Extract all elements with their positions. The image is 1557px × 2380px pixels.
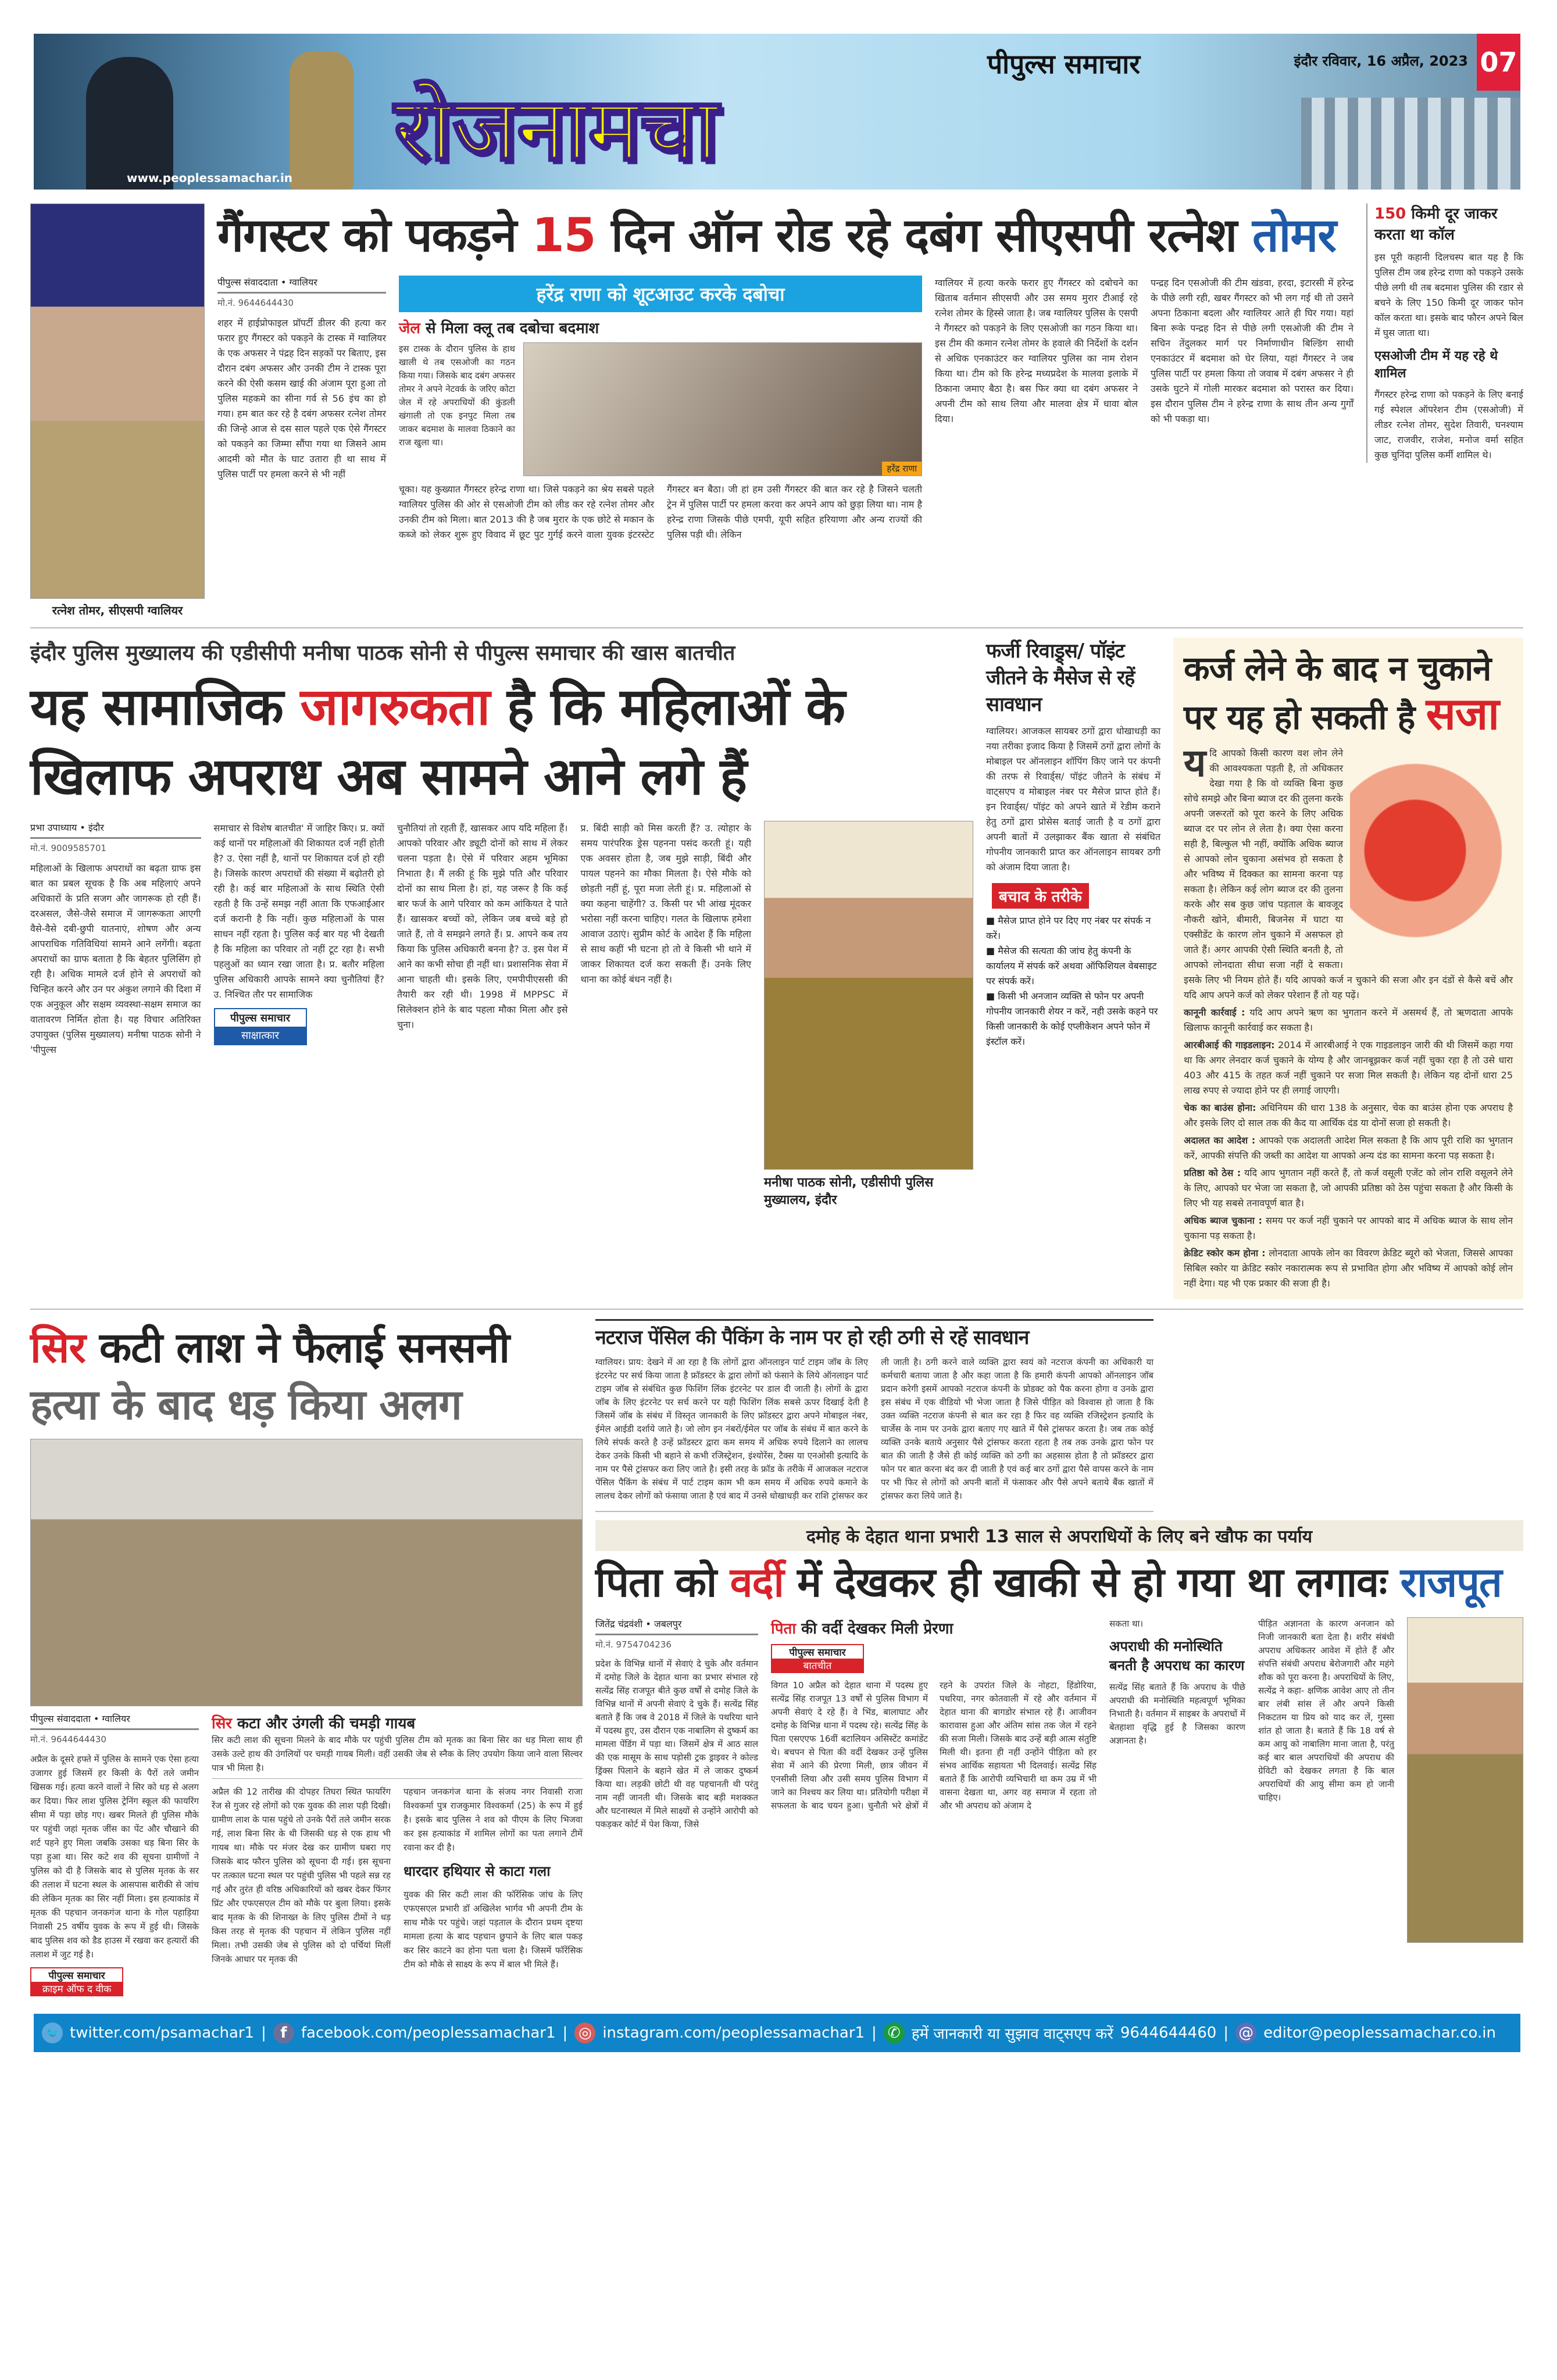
murder-headline-line1 <box>30 1319 583 1376</box>
badge-top: पीपुल्स समाचार <box>48 1970 105 1982</box>
badge-bottom: क्राइम ऑफ द वीक <box>31 1982 122 1995</box>
headline-highlight: राजपूत <box>1400 1559 1502 1606</box>
loan-point-label: अधिक ब्याज चुकाना : <box>1184 1215 1262 1226</box>
natraj-col2: ली जाती है। ठगी करने वाले व्यक्ति द्वारा स्वयं को नटराज कंपनी का अधिकारी या कर्मचारी बताया जाता है और कहा जाता है कि हमारी कंपनी आपको ऑनलाइन जॉब प्रदान करेगी इसमें आपको नटराज कंपनी के प्रोडक्ट को पैक करना होगा व उनके द्वारा इस संबंध में एक वीडियो भी भेजा जाता है जिसे पीड़ित को विश्वास हो जाता है कि उक्त व्यक्ति नटराज कंपनी से बात कर रहा है फिर वह व्यक्ति रजिस्ट्रेशन इत्यादि के चार्जेस के नाम पर उनके द्वारा बताए गए खाते में पैसे ट्रांसफर करता है। जब तक कोई व्यक्ति उनके बताये अनुसार पैसे ट्रांसफर करता रहता है तब तक उनके द्वारा फोन पर बात की जाती है जैसे ही कोई व्यक्ति को ठगी का अहसास होता है तो फ्रॉडस्टर द्वारा फोन पर बात करना बंद कर दी जाती है एवं कई बार ठगों द्वारा पैसे वापस करने के नाम पर भी फिर से लोगों को अपनी बातों में फंसाकर और पैसे अपने बताये बैंक खातों में ट्रांसफर करा लिये जाते है। <box>881 1357 1154 1501</box>
subhead-highlight: जेल <box>399 320 420 337</box>
dumka-col3-block <box>1109 1617 1245 1748</box>
tip-item: ■ मैसेज प्राप्त होने पर दिए गए नंबर पर संपर्क न करें। <box>986 915 1151 941</box>
tip-text: किसी भी अनजान व्यक्ति से फोन पर अपनी गोपनीय जानकारी शेयर न करें, नही उसके कहने पर किसी जानकारी के कोई एप्लीकेशन अपने फोन में इंस्टॉल करें। <box>986 991 1158 1047</box>
subhead-highlight: पिता <box>771 1620 797 1638</box>
subhead-text: की वर्दी देखकर मिली प्रेरणा <box>801 1620 954 1638</box>
loan-intro-text: दि आपको किसी कारण वश लोन लेने की आवश्यकता पड़ती है, तो अधिकतर देखा गया है कि वो व्यक्ति बिना कुछ सोचे समझे और बिना ब्याज दर की तुलना करके अपनी जरूरतों को पूरा करने के लिए अधिक ब्याज दर पर लोन ले लेता है। क्या ऐसा करना सही है, बिल्कुल भी नहीं, क्योंकि अधिक ब्याज से आपको लोन चुकाना असंभव हो सकता है और भविष्य में दिक्कत का सामना करना पड़ सकता है। लेकिन कई लोग ब्याज दर की तुलना करके और सब कुछ जांच पड़ताल के बावजूद नौकरी खोने, बीमारी, बिजनेस में घाटा या एक्सीडेंट के कारण लोन चुकाने में असफल हो जाते हैं। अगर आपकी ऐसी स्थिति बनती है, तो आपको लोनदाता सीधा सजा नहीं दे सकता। इसके लिए भी नियम होते हैं। यदि आपको कर्ज न चुकाने की सजा और इन दंडों से कैसे बचें और यदि आप अपने कर्ज को लेकर परेशान हैं तो यह पढ़ें। <box>1184 748 1513 1000</box>
story2-byline-block <box>30 821 201 1057</box>
murder-subhead2: धारदार हथियार से काटा गला <box>403 1863 551 1879</box>
jail-bars-image <box>1301 98 1520 190</box>
murder-col3b: युवक की सिर कटी लाश की फॉरेंसिक जांच के लिए एफएसएल प्रभारी डॉ अखिलेश भार्गव भी अपनी टीम के साथ मौके पर पहुंचे। जहां पड़ताल के दौरान प्रथम दृष्टया मामला हत्या के बाद पहचान छुपाने के लिए बाल पकड़ कर सिर काटने का होना पता चला है। जिसमें फॉरेंसिक टीम को मौके से साक्ष्य के रूप में बाल भी मिले हैं। <box>403 1889 583 1970</box>
murder-subhead <box>212 1712 583 1733</box>
adcp-caption: मनीषा पाठक सोनी, एडीसीपी पुलिस मुख्यालय, इंदौर <box>764 1175 934 1207</box>
sidebar-text: इस पूरी कहानी दिलचस्प बात यह है कि पुलिस टीम जब हरेन्द्र राणा को पकड़ने उसके पीछे लगी थी तब बदमाश पुलिस की रडार से बचने के लिए 150 किमी दूर जाकर फोन कॉल करता था। इसके बाद फौरन अपने बिल में घुस जाता था। <box>1374 252 1523 338</box>
mobile-number: मो.नं. 9644644430 <box>30 1734 106 1745</box>
story1-subhead <box>399 317 922 338</box>
page-number: 07 <box>1477 34 1520 91</box>
headline-part: यह सामाजिक <box>30 677 283 737</box>
sidebar-title-text: किमी दूर जाकर करता था कॉल <box>1374 205 1498 244</box>
murder-col2: अप्रैल की 12 तारीख की दोपहर तिघरा स्थित फायरिंग रेंज से गुजर रहे लोगों को एक युवक की लाश पड़ी दिखी। ग्रामीण लाश के पास पहुंचे तो उनके पैरों तले जमीन सरक गई, लाश बिना सिर के थी जिसकी धड़ से एक हाथ भी गायब था। मौके पर मंजर देख कर ग्रामीण घबरा गए जिसके बाद फौरन पुलिस को सूचना दी गई। इस सूचना पर तत्काल घटना स्थल पर पहुंची पुलिस भी पहले सन्न रह गई और तुरंत ही वरिष्ठ अधिकारियों को खबर देकर फिंगर प्रिंट और एफएसएल टीम को मौके पर बुला लिया। इसके बाद मृतक के की शिनाख्त के लिए पुलिस टीमों ने धड़ किस तरह से मृतक की पहचान में लेकिन पुलिस नहीं मिला। तभी उसकी जेब से पुलिस को दो पर्चियां मिलीं जिनके आधार पर मृतक की <box>212 1786 391 1964</box>
story1 <box>30 203 1523 628</box>
loan-point-label: आरबीआई की गाइडलाइन: <box>1184 1039 1275 1050</box>
headline-part: कटी लाश ने फैलाई सनसनी <box>99 1323 509 1372</box>
tip-item: ■ किसी भी अनजान व्यक्ति से फोन पर अपनी गोपनीय जानकारी शेयर न करें, नही उसके कहने पर किसी जानकारी के कोई एप्लीकेशन अपने फोन में इंस्टॉल करें। <box>986 991 1158 1047</box>
dumka-kicker: दमोह के देहात थाना प्रभारी 13 साल से अपराधियों के लिए बने खौफ का पर्याय <box>595 1520 1523 1551</box>
loan-point <box>1184 1246 1513 1291</box>
hooded-figure-image <box>86 57 173 190</box>
bottom-band <box>30 1319 1523 2002</box>
murder-col1: अप्रैल के दूसरे हफ्ते में पुलिस के सामने एक ऐसा हत्या उजागर हुई जिसमें हर किसी के पैरों तले जमीन खिसक गई। हत्या करने वालों ने सिर को धड़ से अलग कर दिया। फिर लाश पुलिस ट्रेनिंग स्कूल की फायरिंग सीमा में पड़ा छोड़ गए। खबर मिलते ही पुलिस मौके पर पहुंची जहां मृतक जींस का पेंट और चौखाने की शर्ट पहने हुए मिला जबकि उसका धड़ बिना सिर के पड़ा हुआ था। सिर कटे शव की सूचना ग्रामीणों ने पुलिस को दी है जिसके बाद से पुलिस मृतक के सर की तलाश में घटना स्थल के आसपास बारीकी से जांच की लेकिन मृतक का सिर नहीं मिला। इस हत्याकांड में मृतक की पहचान जनकगंज थाना के गोल पहाड़िया निवासी 25 वर्षीय युवक के रूप में हुई थी। जिसके बाद पुलिस शव को डैड हाउस में रखवा कर हत्यारों की तलाश में जुट गई है। <box>30 1754 199 1960</box>
dumka-subhead <box>771 1617 1097 1638</box>
mobile-number: मो.नं. 9754704236 <box>595 1639 672 1650</box>
dumka-col3b: सत्येंद्र सिंह बताते हैं कि अपराध के पीछे अपराधी की मनोस्थिति महत्वपूर्ण भूमिका निभाती है। वर्तमान में साइबर के अपराधों में बेतहाशा वृद्धि हुई है जिसका कारण अज्ञानता है। <box>1109 1682 1245 1746</box>
dumka-story <box>595 1520 1523 1943</box>
fake-rewards-column <box>986 638 1160 1049</box>
twitter-link[interactable]: twitter.com/psamachar1 <box>70 2024 255 2042</box>
dumka-subhead2: अपराधी की मनोस्थिति बनती है अपराध का कारण <box>1109 1638 1245 1674</box>
sidebar-title-number: 150 <box>1374 205 1406 223</box>
loan-point-text: 2014 में आरबीआई ने एक गाइडलाइन जारी की थी जिसमें कहा गया था कि अगर लेनदार कर्ज चुकाने के योग्य है और जानबूझकर कर्ज नहीं चुका रहा है तो उसे धारा 403 और 415 के तहत कर्ज नहीं चुकाने पर सजा मिल सकती है। लेकिन यह दोनों धारा 25 लाख रुपए से ज्यादा होने पर ही लगाई जाएगी। <box>1184 1039 1513 1096</box>
loan-headline <box>1184 646 1513 740</box>
loan-point <box>1184 1038 1513 1098</box>
dumka-col2-block <box>771 1617 1097 1813</box>
inspector-photo <box>1407 1617 1523 1943</box>
dumka-headline <box>595 1554 1523 1610</box>
mobile-number: मो.नं. 9644644430 <box>217 298 294 308</box>
fake-rewards-text: ग्वालियर। आजकल सायबर ठगों द्वारा धोखाधड़ी का नया तरीका इजाद किया है जिसमें ठगों द्वारा लोगों के मोबाइल पर ऑनलाइन शॉपिंग किए जाने पर कंपनी की तरफ से रिवार्ड्स/ पॉइंट जीतने के संबंध में वाट्सएप व मोबाइल नंबर पर मैसेज प्राप्त होते हैं। इन रिवार्ड्स/ पॉइंट को अपने खाते में रेडीम कराने हेतु ठगों द्वारा प्रोसेस बताई जाती है व ठगों द्वारा अपनी बातों में उलझाकर बैंक खाता से संबंधित गोपनीय जानकारी प्राप्त कर ऑनलाइन सायबर ठगी को अंजाम दिया जाता है। <box>986 726 1160 873</box>
murder-byline-block <box>30 1712 199 2002</box>
right-bottom <box>595 1319 1523 1943</box>
headline-highlight: सजा <box>1426 688 1499 739</box>
loan-point-text: लोनदाता आपके लोन का विवरण क्रेडिट ब्यूरो को भेजता, जिससे आपका सिबिल स्कोर या क्रेडिट स्कोर नकारात्मक रूप से प्रभावित होगा और भविष्य में आपको कोई लोन नहीं देगा। यह भी एक प्रकार की सजा ही है। <box>1184 1248 1513 1289</box>
tip-item: ■ मैसेज की सत्यता की जांच हेतु कंपनी के कार्यालय में संपर्क करें अथवा ऑफिशियल वेबसाइट पर संपर्क करें। <box>986 945 1157 987</box>
dumka-byline-block <box>595 1617 758 1831</box>
murder-headline <box>30 1319 583 1433</box>
loan-point-label: क्रेडिट स्कोर कम होना : <box>1184 1248 1266 1259</box>
murder-subbox <box>212 1712 583 1779</box>
murder-sub-text: सिर कटी लाश की सूचना मिलने के बाद मौके पर पहुंची पुलिस टीम को मृतक का बिना सिर का धड़ मिला साथ ही उसके उल्टे हाथ की उंगलियों पर चमड़ी गायब मिली। वहीं उसकी जेब से स्नैक के लिए उपयोग किया जाने वाला सिल्वर पात्र भी मिला है। <box>212 1733 583 1779</box>
policeman-image <box>290 51 353 190</box>
story1-col4: पन्द्रह दिन एसओजी की टीम खंडवा, हरदा, इटारसी में हरेन्द्र के पीछे लगी रही, खबर गैंगस्टर को भी लग गई थी तो उसने अपना ठिकाना बदला और ग्वालियर आते ही घिर गया। यहां बिना रूके पन्द्रह दिन से पीछे लगी एसओजी की टीम ने सचिन तेंदुलकर मार्ग पर निर्माणाधीन बिल्डिंग साथी एनकाउंटर में बदमाश को घेर लिया, यहां गैंगस्टर ने जब पुलिस पार्टी पर हमला किया तो जवाब में दबंग अफसर ने ही उसके घुटने में गोली मारकर बदमाश को परास्त कर दिया। इस दौरान पुलिस टीम ने हरेन्द्र राणा के साथ तीन अन्य गुर्गों को भी पकड़ा था। <box>1151 277 1354 424</box>
headline-part: में देखकर ही खाकी से हो गया था लगावः <box>797 1559 1387 1606</box>
whatsapp-number[interactable]: 9644644460 <box>1120 2024 1217 2042</box>
crime-badge <box>30 1967 123 1996</box>
byline: प्रभा उपाध्याय • इंदौर <box>30 821 201 839</box>
officer-photo <box>30 203 205 599</box>
subhead-text: से मिला क्लू तब दबोचा बदमाश <box>425 320 599 337</box>
headline-part: पिता को <box>595 1559 717 1606</box>
whatsapp-text: हमें जानकारी या सुझाव वाट्सएप करें <box>911 2025 1113 2043</box>
section-title: रोजनामचा <box>394 79 719 180</box>
loan-point-text: यदि आप भुगतान नहीं करते हैं, तो कर्ज वसूली एजेंट को लोन राशि वसूलने लेने के लिए, आपको घर भेजा जा सकता है, जो आपकी प्रतिष्ठा को ठेस पहुंचा सकता है और किसी के लिए भी यह सबसे तनावपूर्ण बात है। <box>1184 1167 1513 1209</box>
loan-point <box>1184 1166 1513 1211</box>
story2-col4: प्र. बिंदी साड़ी को मिस करती हैं? उ. त्योहार के समय पारंपरिक ड्रेस पहनना पसंद करती हूं। यही एक अवसर होता है, जब मुझे साड़ी, बिंदी और पायल पहनने का मौका मिलता है। ऐसे मौके को छोड़ती नहीं हूं, पूरा मजा लेती हूं। प्र. महिलाओं से क्या कहना चाहेंगी? उ. किसी पर भी आंख मूंदकर भरोसा नहीं करना चाहिए। गलत के खिलाफ हमेशा आवाज उठाएं। सुप्रीम कोर्ट के आदेश हैं कि महिला से साथ कहीं भी घटना हो तो वे किसी भी थाने में जाकर शिकायत दर्ज करा सकती हैं। उनके लिए थाना का कोई बंधन नहीं है। <box>580 823 751 985</box>
loan-box <box>1173 638 1523 1299</box>
murder-story <box>30 1319 583 2002</box>
loan-point-label: कानूनी कार्रवाई : <box>1184 1007 1245 1018</box>
photo-side-text: इस टास्क के दौरान पुलिस के हाथ खाली थे तब एसओजी का गठन किया गया। जिसके बाद दबंग अफसर तोमर ने अपने नेटवर्क के जरिए कोटा जेल में रहे अपराधियों की कुंडली खंगाली तो एक इनपुट मिला तब जाकर बदमाश के मालवा ठिकाने का राज खुला था। <box>399 344 515 448</box>
story2-col2: समाचार से विशेष बातचीत' में जाहिर किए। प्र. क्यों कई थानों पर महिलाओं की शिकायत दर्ज नहीं होती है? उ. ऐसा नहीं है, थानों पर शिकायत दर्ज हो रही है। जिसके कारण अपराधों की संख्या में बढ़ोतरी हो रही है। कई बार महिलाओं के साथ स्थिति ऐसी रहती है कि उन्हें समझ नहीं आता कि एफआईआर दर्ज करानी है कि नहीं। कुछ महिलाओं के पास साधन नहीं रहता है। पुलिस कई बार यह भी देखती है कि महिला का परिवार तो नहीं टूट रहा है। सभी पहलुओं का ध्यान रखा जाता है। प्र. बतौर महिला पुलिस अधिकारी आपके सामने क्या चुनौतियां हैं? उ. निश्चित तौर पर सामाजिक <box>213 823 384 1000</box>
headline-number: 15 <box>532 208 596 262</box>
murder-right <box>212 1712 583 1971</box>
photo-label: हरेंद्र राणा <box>882 462 922 476</box>
officer-photo-block <box>30 203 205 618</box>
murder-col3: पहचान जनकगंज थाना के संजय नगर निवासी राजा विश्वकर्मा पुत्र राजकुमार विश्वकर्मा (25) के रूप में हुई है। इसके बाद पुलिस ने शव को पीएम के लिए भिजवा कर इस हत्याकांड में शामिल लोगों का पता लगाने टीमें रवाना कर दी है। <box>403 1786 583 1853</box>
tip-text: मैसेज की सत्यता की जांच हेतु कंपनी के कार्यालय में संपर्क करें अथवा ऑफिशियल वेबसाइट पर संपर्क करें। <box>986 945 1157 987</box>
headline-highlight: वर्दी <box>730 1559 784 1606</box>
footer-bar <box>34 2014 1520 2052</box>
badge-top: पीपुल्स समाचार <box>230 1012 290 1024</box>
story2-col1: महिलाओं के खिलाफ अपराधों का बढ़ता ग्राफ इस बात का प्रबल सूचक है कि अब महिलाएं अपने अधिकारों के प्रति सजग और जागरूक हो रही हैं। दरअसल, जैसे-जैसे समाज में जागरूकता आएगी वैसे-वैसे दबी-छुपी यातनाएं, शोषण और अन्य आपराधिक गतिविधियां सामने आने लगेंगी। बढ़ता अपराधों का ग्राफ बताता है कि बेहतर पुलिसिंग हो रही है। अधिक मामले दर्ज होने से अपराधों को चिन्हित करने और उन पर अंकुश लगाने की दिशा में एक अनुकूल और सक्षम व्यवस्था-सक्षम समाज का वातावरण निर्मित होता है। यह विचार अतिरिक्त उपायुक्त (पुलिस मुख्यालय) मनीषा पाठक सोनी ने 'पीपुल्स <box>30 863 201 1055</box>
badge-bottom: बातचीत <box>772 1659 863 1672</box>
masthead <box>34 34 1520 190</box>
facebook-link[interactable]: facebook.com/peoplessamachar1 <box>301 2024 556 2042</box>
loan-point-label: चेक का बाउंस होना: <box>1184 1102 1256 1113</box>
adcp-photo-block <box>764 821 973 1208</box>
story1-headline <box>217 203 1354 267</box>
headline-highlight: जागरुकता <box>300 677 490 737</box>
divider: | <box>562 2024 568 2042</box>
loan-point-label: प्रतिष्ठा को ठेस : <box>1184 1167 1241 1178</box>
story1-center <box>399 276 922 542</box>
byline: पीपुल्स संवाददाता • ग्वालियर <box>217 276 386 294</box>
story2-kicker: इंदौर पुलिस मुख्यालय की एडीसीपी मनीषा पाठक सोनी से पीपुल्स समाचार की खास बातचीत <box>30 641 735 665</box>
headline-highlight: तोमर <box>1252 208 1336 262</box>
byline: पीपुल्स संवाददाता • ग्वालियर <box>30 1712 199 1730</box>
sidebar-title <box>1374 203 1523 245</box>
headline-part: दिन ऑन रोड रहे दबंग सीएसपी रत्नेश <box>611 208 1237 262</box>
instagram-icon: ◎ <box>574 2022 595 2043</box>
story1-col2: चूका। यह कुख्यात गैंगस्टर हरेन्द्र राणा था। जिसे पकड़ने का श्रेय सबसे पहले ग्वालियर पुलिस की ओर से एसओजी टीम को लीड कर रहे रत्नेश तोमर और उनकी टीम को मिला। बात 2013 की है जब मुरार के एक छोटे से मकान के कब्जे को लेकर शुरू हुए विवाद में छूट पुट गुर्गई करने वाला युवक इंटरस्टेट गैंगस्टर बन बैठा। जी हां हम उसी गैंगस्टर की बात कर रहे है जिसने चलती ट्रेन में पुलिस पार्टी पर हमला करवा कर अपने आप को छुड़ा लिया था। नाम है हरेन्द्र राणा जिसके पीछे एमपी, यूपी सहित हरियाणा और अन्य राज्यों की पुलिस पड़ी थी। लेकिन <box>399 484 922 540</box>
loan-point <box>1184 1133 1513 1163</box>
story1-col3: ग्वालियर में हत्या करके फरार हुए गैंगस्टर को दबोचने का खिताब वर्तमान सीएसपी और उस समय मुरार टीआई रहे रत्नेश तोमर के हिस्से जाता है। जब ग्वालियर पुलिस के एसपी ने गैंगस्टर को पकड़ने के लिए एसओजी का गठन किया था। इस टीम की कमान रत्नेश तोमर के हवाले की निर्देशों के दर्शन से अधिक एनकाउंटर कर ग्वालियर पुलिस का नाम रोशन किया था। टीम को कि हरेन्द्र मध्यप्रदेश के मालवा इलाके में ठिकाना जमाए बैठा है। बस फिर क्या था दबंग अफसर ने अपनी टीम को साथ लिया और मालवा क्षेत्र में धावा बोल दिया। <box>935 277 1138 424</box>
website-link[interactable]: www.peoplessamachar.in <box>127 171 293 185</box>
adcp-photo <box>764 821 973 1170</box>
loan-point-text: आपको एक अदालती आदेश मिल सकता है कि आप पूरी राशि का भुगतान करें, आपकी संपत्ति की जब्ती का आदेश या आपको अन्य दंड का सामना करना पड़ सकता है। <box>1184 1135 1513 1161</box>
loan-point-text: अधिनियम की धारा 138 के अनुसार, चेक का बाउंस होना एक अपराध है और इसके लिए दो साल तक की कैद या आर्थिक दंड या दोनों सजा हो सकती है। <box>1184 1102 1513 1128</box>
instagram-link[interactable]: instagram.com/peoplessamachar1 <box>602 2024 865 2042</box>
story1-banner: हरेंद्र राणा को शूटआउट करके दबोचा <box>399 276 922 312</box>
story2-col3: चुनौतियां तो रहती हैं, खासकर आप यदि महिला हैं। आपको परिवार और ड्यूटी दोनों को साथ में लेकर चलना पड़ता है। ऐसे में परिवार अहम भूमिका निभाता है। मैं लकी हूं कि मुझे पति और परिवार दोनों का साथ मिला है। हां, यह जरूर है कि कई बार फर्ज के आगे परिवार को कम आंकियत दे पाते हैं। खासकर बच्चों को, लेकिन जब बच्चे बड़े हो जाते हैं, तो वे समझने लगते हैं। प्र. आपने कब तय किया कि पुलिस अधिकारी बनना है? उ. इस पेश में आने का कभी सोचा ही नहीं था। प्रशासनिक सेवा में आना चाहती थी। इसके लिए, एमपीपीएससी की तैयारी कर रही थी। 1998 में MPPSC में सिलेक्शन होने के बाद पहला मौका मिला और इसे चुना। <box>397 823 568 1030</box>
story1-sidebar <box>1366 203 1523 463</box>
dumka-col2: विगत 10 अप्रैल को देहात थाना में पदस्थ हुए सत्येंद्र सिंह राजपूत 13 वर्षों से पुलिस विभाग में अपनी सेवाएं दे रहे हैं। वे भिंड, बालाघाट और दमोह के विभिन्न थाना में पदस्थ रहे। सत्येंद्र सिंह के पिता एसएएफ 16वीं बटालियन असिस्टेंट कमांडेंट थे। बचपन से पिता की वर्दी देखकर उन्हें पुलिस सेवा में आने की प्रेरणा मिली, छात्र जीवन में एनसीसी लिया और उसी समय पुलिस विभाग में जाने का निश्चय कर लिया था। प्रतियोगी परीक्षा में सफलता के बाद चयन हुआ। चुनौती भरे क्षेत्रों में रहने के उपरांत जिले के नोहटा, हिंडोरिया, पथरिया, नगर कोतवाली में रहे और वर्तमान में देहात थाना की बागडोर संभाल रहे हैं। आजीवन कारावास हुआ और अंतिम सांस तक जेल में रहने की सजा मिली। जिसके बाद उन्हें बड़ी आत्म संतुष्टि मिली थी। इतना ही नहीं उन्होंने पीड़िता को हर संभव आर्थिक सहायता भी दिलवाई। सत्येंद्र सिंह बताते हैं कि आरोपी व्यभिचारी था कम उम्र में भी वासना देखता था, अगर वह समाज में रहता तो और भी अपराध को अंजाम दे <box>771 1680 1097 1811</box>
sidebar-subhead: एसओजी टीम में यह रहे थे शामिल <box>1374 349 1498 381</box>
divider: | <box>1223 2024 1229 2042</box>
loan-point <box>1184 1100 1513 1131</box>
loan-point <box>1184 1005 1513 1035</box>
twitter-icon: 🐦 <box>42 2022 63 2043</box>
fake-rewards-headline: फर्जी रिवाड्र्स/ पॉइंट जीतने के मैसेज से रहें सावधान <box>986 639 1135 716</box>
middle-band <box>30 638 1523 1310</box>
headline-part: है कि महिलाओं के खिलाफ अपराध अब सामने आने लगे हैं <box>30 677 845 806</box>
subhead-text: कटा और उंगली की चमड़ी गायब <box>237 1715 416 1732</box>
megaphone-image <box>1350 746 1513 955</box>
loan-point <box>1184 1213 1513 1243</box>
story2 <box>30 638 973 1208</box>
sidebar-text: गैंगस्टर हरेन्द्र राणा को पकड़ने के लिए बनाई गई स्पेशल ऑपरेशन टीम (एसओजी) में लीडर रत्नेश तोमर, सुदेश तिवारी, घनश्याम जाट, राजवीर, राजेश, मनोज वर्मा सहित कुछ चुनिंदा पुलिस कर्मी शामिल थे। <box>1374 389 1523 460</box>
byline: जितेंद्र चंद्रवंशी • जबलपुर <box>595 1617 758 1635</box>
story1-byline-block <box>217 276 386 482</box>
loan-point-label: अदालत का आदेश : <box>1184 1135 1256 1146</box>
story2-headline <box>30 672 973 812</box>
tips-list <box>986 913 1160 1049</box>
badge-top: पीपुल्स समाचार <box>789 1647 846 1659</box>
loan-point-text: यदि आप अपने ऋण का भुगतान करने में असमर्थ हैं, तो ऋणदाता आपके खिलाफ कानूनी कार्रवाई कर सकता है। <box>1184 1007 1513 1033</box>
natraj-headline: नटराज पेंसिल की पैकिंग के नाम पर हो रही ठगी से रहें सावधान <box>595 1319 1154 1351</box>
badge-bottom: साक्षात्कार <box>215 1027 306 1044</box>
story2-col2-block <box>214 821 385 1051</box>
headline-part: गैंगस्टर को पकड़ने <box>217 208 517 262</box>
tips-title: बचाव के तरीके <box>992 883 1089 909</box>
officer-caption: रत्नेश तोमर, सीएसपी ग्वालियर <box>52 603 183 617</box>
loan-point-text: समय पर कर्ज नहीं चुकाने पर आपको बाद में अधिक ब्याज के साथ लोन चुकाना पड़ सकता है। <box>1184 1215 1513 1241</box>
headline-highlight: सिर <box>30 1323 85 1372</box>
natraj-col1: ग्वालियर। प्राय: देखने में आ रहा है कि लोगों द्वारा ऑनलाइन पार्ट टाइम जॉब के लिए इंटरनेट पर सर्च किया जाता है फ्रॉडस्टर के द्वारा लोगों को फंसाने के लिये ऑनलाइन पार्ट टाइम जॉब से संबंधित कुछ फिशिंग लिंक इंटरनेट पर डाल दी जाती है। लोगों के द्वारा जॉब के लिए इंटरनेट पर सर्च करने पर यही फिशिंग लिंक सबसे ऊपर दिखाई देती है जिसमें जॉब के संबंध में विस्तृत जानकारी के लिए फ्रॉडस्टर द्वारा अपने मोबाइल नंबर, ईमेल आईडी दर्शाये जाते है। जो लोग इन नंबरों/ईमेल पर जॉब के संबंध में बात करने के लिये संपर्क करते है उन्हें फ्रॉडस्टर द्वारा कम समय में अधिक रुपये दिलाने का लालच देकर उनके किसी भी बहाने से कभी रजिस्ट्रेशन, इंश्योरेंस, टैक्स या एनओसी इत्यादि के नाम पर पैसे ट्रांसफर करा लिए जाते है। इसी तरह के फ्रॉड के तरीके में आजकल नटराज पेंसिल पैकिंग के संबंध में पार्ट टाइम काम भी कम समय में अधिक रुपये कमाने के लालच देकर लोगों को फंसाया जाता है एवं बाद में उनसे धोखाधड़ी कर राशि ट्रांसफर कर <box>595 1357 868 1501</box>
email-link[interactable]: editor@peoplessamachar.co.in <box>1263 2024 1496 2042</box>
paper-logo: पीपुल्स समाचार <box>987 48 1141 80</box>
dumka-col1: प्रदेश के विभिन्न थानों में सेवाएं दे चुके और वर्तमान में दमोह जिले के देहात थाना का प्रभार संभाल रहे सत्येंद्र सिंह राजपूत बीते कुछ वर्षों से दमोह जिले के विभिन्न थानों में अपनी सेवाएं दे चुके हैं। सत्येंद्र सिंह बताते हैं कि जब वे 2018 में जिले के पथरिया थाने में पदस्थ हुए, उस दौरान एक नाबालिग से दुष्कर्म का मामला पेंडिंग में पड़ा था। जिसमें क्षेत्र में आठ साल की एक मासूम के साथ पड़ोसी ट्रक ड्राइवर ने कोल्ड ड्रिंक्स पिलाने के बहाने खेत में ले जाकर दुष्कर्म किया था। लड़की छोटी थी वह पहचानती थी परंतु नाम नहीं जानती थी। जिसके बाद बड़ी मशक्कत और घटनास्थल में मिले साक्ष्यों से उन्होंने आरोपी को पकड़कर कोर्ट में पेश किया, जिसे <box>595 1659 758 1829</box>
date-line: इंदौर रविवार, 16 अप्रैल, 2023 <box>1294 53 1468 69</box>
suspect-photo <box>523 342 922 476</box>
story1-main <box>217 203 1354 542</box>
mobile-number: मो.नं. 9009585701 <box>30 843 106 853</box>
email-icon: @ <box>1235 2022 1256 2043</box>
divider: | <box>261 2024 266 2042</box>
loan-points <box>1184 1005 1513 1291</box>
tip-text: मैसेज प्राप्त होने पर दिए गए नंबर पर संपर्क न करें। <box>986 915 1151 941</box>
dumka-badge <box>771 1644 864 1673</box>
crime-scene-photo <box>30 1439 583 1706</box>
dropcap: य <box>1184 741 1206 785</box>
subhead-highlight: सिर <box>212 1715 232 1732</box>
divider: | <box>872 2024 877 2042</box>
murder-col3-block <box>403 1785 583 1971</box>
headline-part: कर्ज लेने के बाद न चुकाने पर यह हो सकती है <box>1184 649 1491 737</box>
murder-headline-line2: हत्या के बाद धड़ किया अलग <box>30 1380 462 1429</box>
dumka-col4: पीड़ित अज्ञानता के कारण अनजान को निजी जानकारी बता देता है। शरीर संबंधी अपराध अधिकतर आवेश में होते हैं और संपत्ति संबंधी अपराध बेरोजगारी और महंगे शौक को पूरा करना है। अपराधियों के लिए, सत्येंद्र ने कहा- क्षणिक आवेश आए तो तीन बार लंबी सांस लें और अपने किसी निकटतम या प्रिय को याद कर लें, गुस्सा शांत हो जाता है। बताते हैं कि 18 वर्ष से कम आयु को नाबालिग माना जाता है, परंतु कई बार बाल अपराधियों की अपराध की ग्रेविटी को देखकर लगता है कि बाल अपराधियों की आयु सीमा कम हो जानी चाहिए। <box>1258 1618 1394 1803</box>
facebook-icon: f <box>273 2022 294 2043</box>
whatsapp-icon: ✆ <box>884 2022 905 2043</box>
story1-col1: शहर में हाईप्रोफाइल प्रॉपर्टी डीलर की हत्या कर फरार हुए गैंगस्टर को पकड़ने के टास्क में ग्वालियर के एक अफसर ने पंद्रह दिन सड़कों पर बिताए, इस दौरान दबंग अफसर और उनकी टीम ने टास्क पूरा करने की ऐसी कसम खाई की अंजाम पूरा हुआ तो पुलिस महकमे का सीना गर्व से 56 इंच का हो गया। हम बात कर रहे है दबंग अफसर रत्नेश तोमर की जिन्हे आज से दस साल पहले एक ऐसे गैंगस्टर को पकड़ने का जिम्मा सौंपा गया था जिसने आम आदमी को मौत के घाट उतारा ही था साथ में पुलिस पार्टी पर हमला करने से भी नहीं <box>217 317 386 480</box>
interview-badge <box>214 1008 307 1045</box>
natraj-story <box>595 1319 1154 1512</box>
dumka-col3: सकता था। <box>1109 1618 1144 1629</box>
